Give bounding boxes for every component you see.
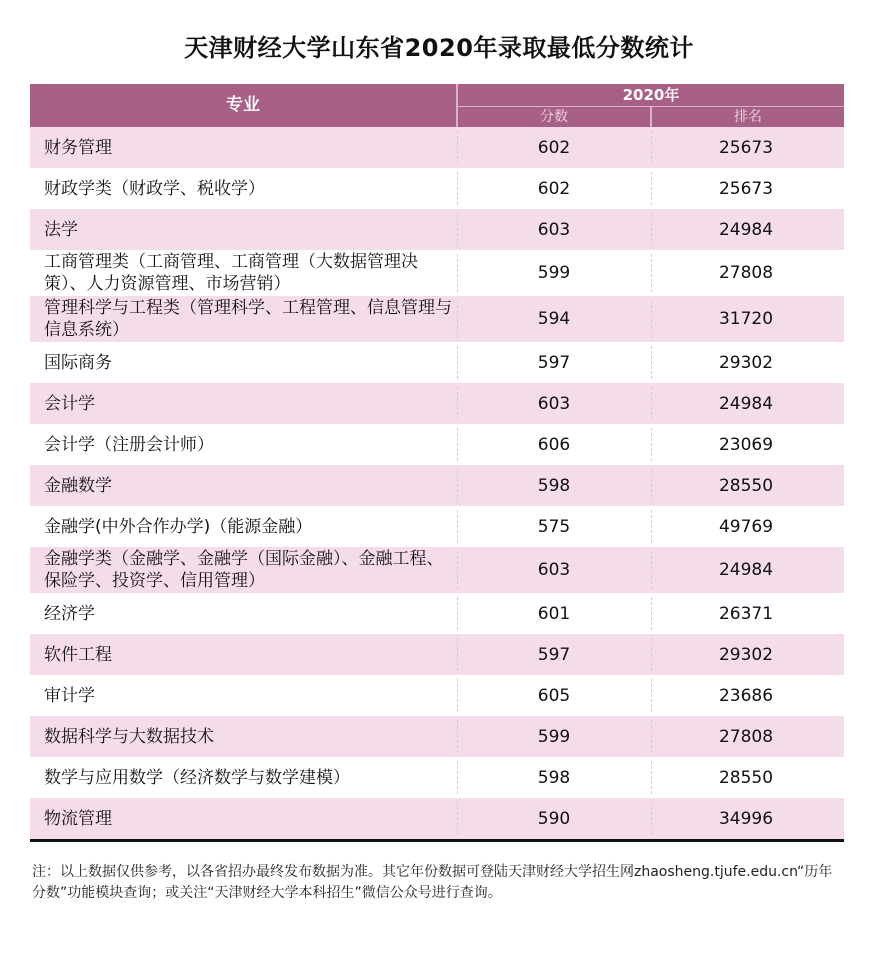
column-divider (457, 428, 458, 461)
column-divider (457, 720, 458, 753)
cell-major: 金融学类（金融学、金融学（国际金融）、金融工程、保险学、投资学、信用管理） (44, 549, 444, 591)
table-header (30, 84, 844, 127)
cell-major: 软件工程 (44, 644, 112, 665)
column-divider (651, 387, 652, 420)
page-title: 天津财经大学山东省2020年录取最低分数统计 (184, 34, 694, 62)
cell-rank: 24984 (718, 219, 774, 240)
cell-rank: 24984 (718, 393, 774, 414)
column-divider (457, 679, 458, 712)
column-divider (651, 679, 652, 712)
cell-major: 金融学(中外合作办学)（能源金融） (44, 516, 313, 537)
score-table (30, 84, 844, 842)
cell-score: 601 (537, 603, 571, 624)
table-bottom-rule (30, 839, 844, 842)
table-row (30, 342, 844, 383)
table-row (30, 634, 844, 675)
cell-rank: 25673 (718, 178, 774, 199)
table-row (30, 506, 844, 547)
table-row (30, 296, 844, 342)
table-row (30, 209, 844, 250)
cell-major: 经济学 (44, 603, 95, 624)
cell-rank: 49769 (718, 516, 774, 537)
cell-major: 金融数学 (44, 475, 112, 496)
column-divider (457, 387, 458, 420)
cell-rank: 26371 (718, 603, 774, 624)
column-divider (457, 510, 458, 543)
cell-rank: 34996 (718, 808, 774, 829)
column-divider (651, 720, 652, 753)
cell-major: 数学与应用数学（经济数学与数学建模） (44, 767, 350, 788)
cell-score: 594 (537, 309, 571, 329)
column-divider (457, 597, 458, 630)
column-divider (651, 254, 652, 292)
table-row (30, 383, 844, 424)
column-divider (457, 638, 458, 671)
column-divider (457, 469, 458, 502)
cell-rank: 23686 (718, 685, 774, 706)
cell-score: 605 (537, 685, 571, 706)
column-divider (651, 638, 652, 671)
cell-major: 法学 (44, 219, 78, 240)
cell-major: 物流管理 (44, 808, 112, 829)
table-row (30, 127, 844, 168)
column-divider (651, 172, 652, 205)
table-row (30, 465, 844, 506)
cell-rank: 29302 (718, 644, 774, 665)
cell-score: 603 (537, 219, 571, 240)
column-divider (457, 172, 458, 205)
footnote: 注：以上数据仅供参考，以各省招办最终发布数据为准。其它年份数据可登陆天津财经大学招生网zhaosheng.tjufe.edu.cn“历年分数”功能模块查询；或关注“天津财经大学本科招生”微信公众号进行查询。 (32, 864, 833, 901)
cell-score: 603 (537, 393, 571, 414)
table-row (30, 675, 844, 716)
header-score: 分数 (540, 109, 568, 125)
cell-major: 会计学（注册会计师） (44, 434, 214, 455)
cell-rank: 31720 (718, 309, 774, 329)
column-divider (457, 300, 458, 338)
table-row (30, 168, 844, 209)
cell-score: 590 (537, 808, 571, 829)
cell-score: 602 (537, 137, 571, 158)
column-divider (651, 428, 652, 461)
cell-rank: 29302 (718, 352, 774, 373)
cell-score: 598 (537, 475, 571, 496)
cell-major: 财政学类（财政学、税收学） (44, 178, 265, 199)
cell-score: 599 (537, 263, 571, 283)
column-divider (651, 213, 652, 246)
column-divider (457, 761, 458, 794)
cell-score: 598 (537, 767, 571, 788)
cell-score: 603 (537, 560, 571, 580)
column-divider (651, 300, 652, 338)
cell-major: 审计学 (44, 685, 95, 706)
column-divider (457, 213, 458, 246)
header-year: 2020年 (622, 86, 680, 104)
column-divider (651, 346, 652, 379)
column-divider (457, 802, 458, 835)
cell-major: 数据科学与大数据技术 (44, 726, 214, 747)
table-row (30, 250, 844, 296)
header-rank: 排名 (734, 109, 762, 125)
column-divider (651, 597, 652, 630)
column-divider (457, 346, 458, 379)
table-row (30, 798, 844, 839)
column-divider (651, 131, 652, 164)
cell-major: 工商管理类（工商管理、工商管理（大数据管理决策）、人力资源管理、市场营销） (44, 252, 418, 294)
column-divider (651, 469, 652, 502)
column-divider (457, 131, 458, 164)
cell-score: 575 (537, 516, 571, 537)
cell-score: 597 (537, 644, 571, 665)
column-divider (457, 254, 458, 292)
cell-score: 599 (537, 726, 571, 747)
cell-rank: 27808 (718, 726, 774, 747)
table-row (30, 547, 844, 593)
table-row (30, 424, 844, 465)
table-row (30, 593, 844, 634)
column-divider (651, 761, 652, 794)
cell-major: 管理科学与工程类（管理科学、工程管理、信息管理与信息系统） (44, 298, 452, 340)
cell-score: 606 (537, 434, 571, 455)
cell-rank: 23069 (718, 434, 774, 455)
cell-rank: 28550 (718, 767, 774, 788)
cell-rank: 27808 (718, 263, 774, 283)
cell-score: 597 (537, 352, 571, 373)
cell-score: 602 (537, 178, 571, 199)
cell-major: 会计学 (44, 393, 95, 414)
column-divider (651, 510, 652, 543)
cell-rank: 25673 (718, 137, 774, 158)
cell-rank: 28550 (718, 475, 774, 496)
column-divider (651, 551, 652, 589)
table-row (30, 716, 844, 757)
cell-major: 国际商务 (44, 352, 112, 373)
header-major: 专业 (226, 95, 260, 115)
table-body (30, 127, 844, 839)
column-divider (457, 551, 458, 589)
column-divider (651, 802, 652, 835)
cell-rank: 24984 (718, 560, 774, 580)
cell-major: 财务管理 (44, 137, 112, 158)
table-row (30, 757, 844, 798)
